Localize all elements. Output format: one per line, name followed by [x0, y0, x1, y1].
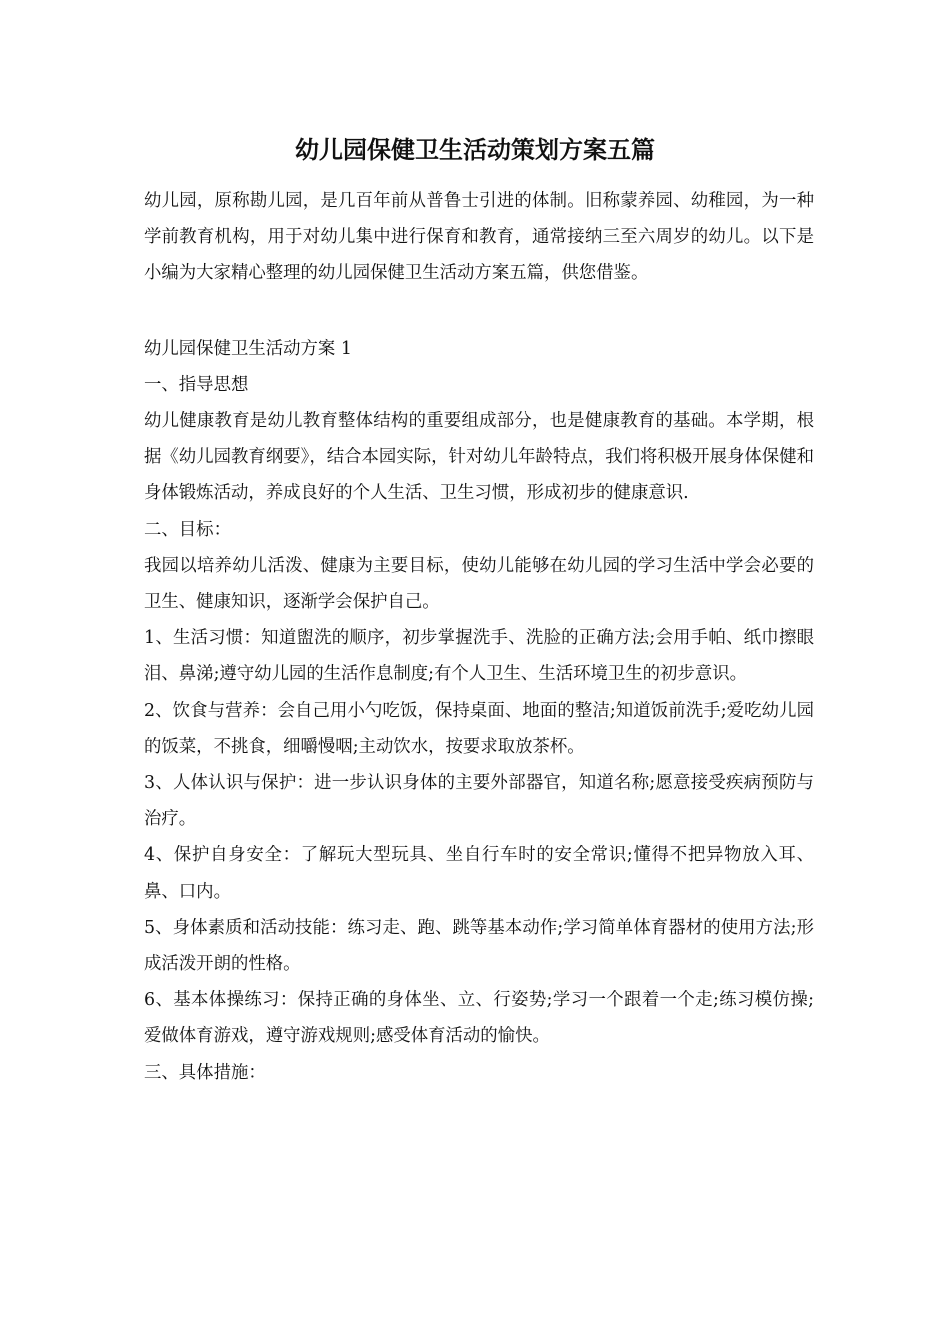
- section-title: 幼儿园保健卫生活动方案 1: [144, 338, 352, 359]
- document-body: [144, 183, 814, 1091]
- heading-specific-measures: 三、具体措施：: [144, 1062, 266, 1083]
- goal-item-gymnastics: 6、基本体操练习：保持正确的身体坐、立、行姿势;学习一个跟着一个走;练习模仿操;爱做体育游戏，遵守游戏规则;感受体育活动的愉快。: [144, 990, 814, 1047]
- intro-paragraph: 幼儿园，原称勘儿园，是几百年前从普鲁士引进的体制。旧称蒙养园、幼稚园，为一种学前教育机构，用于对幼儿集中进行保育和教育，通常接纳三至六周岁的幼儿。以下是小编为大家精心整理的幼儿园保健卫生活动方案五篇，供您借鉴。: [144, 191, 814, 284]
- goal-item-body-awareness: 3、人体认识与保护：进一步认识身体的主要外部器官，知道名称;愿意接受疾病预防与治疗。: [144, 773, 814, 830]
- goal-item-diet-nutrition: 2、饮食与营养：会自己用小勺吃饭，保持桌面、地面的整洁;知道饭前洗手;爱吃幼儿园的饭菜，不挑食，细嚼慢咽;主动饮水，按要求取放茶杯。: [144, 700, 814, 757]
- document-title: 幼儿园保健卫生活动策划方案五篇: [295, 135, 655, 164]
- goal-item-living-habits: 1、生活习惯：知道盥洗的顺序，初步掌握洗手、洗脸的正确方法;会用手帕、纸巾擦眼泪、鼻涕;遵守幼儿园的生活作息制度;有个人卫生、生活环境卫生的初步意识。: [144, 628, 814, 685]
- goals-paragraph: 我园以培养幼儿活泼、健康为主要目标，使幼儿能够在幼儿园的学习生活中学会必要的卫生、健康知识，逐渐学会保护自己。: [144, 555, 814, 613]
- paragraph-gap: [144, 292, 814, 331]
- heading-guiding-ideology: 一、指导思想: [144, 374, 249, 395]
- goal-item-self-safety: 4、保护自身安全：了解玩大型玩具、坐自行车时的安全常识;懂得不把异物放入耳、鼻、口内。: [144, 845, 814, 902]
- guiding-ideology-paragraph: 幼儿健康教育是幼儿教育整体结构的重要组成部分，也是健康教育的基础。本学期，根据《幼儿园教育纲要》，结合本园实际，针对幼儿年龄特点，我们将积极开展身体保健和身体锻炼活动，养成良好的个人生活、卫生习惯，形成初步的健康意识.: [144, 411, 814, 504]
- heading-goals: 二、目标：: [144, 519, 231, 540]
- goal-item-physical-skills: 5、身体素质和活动技能：练习走、跑、跳等基本动作;学习简单体育器材的使用方法;形成活泼开朗的性格。: [144, 917, 814, 975]
